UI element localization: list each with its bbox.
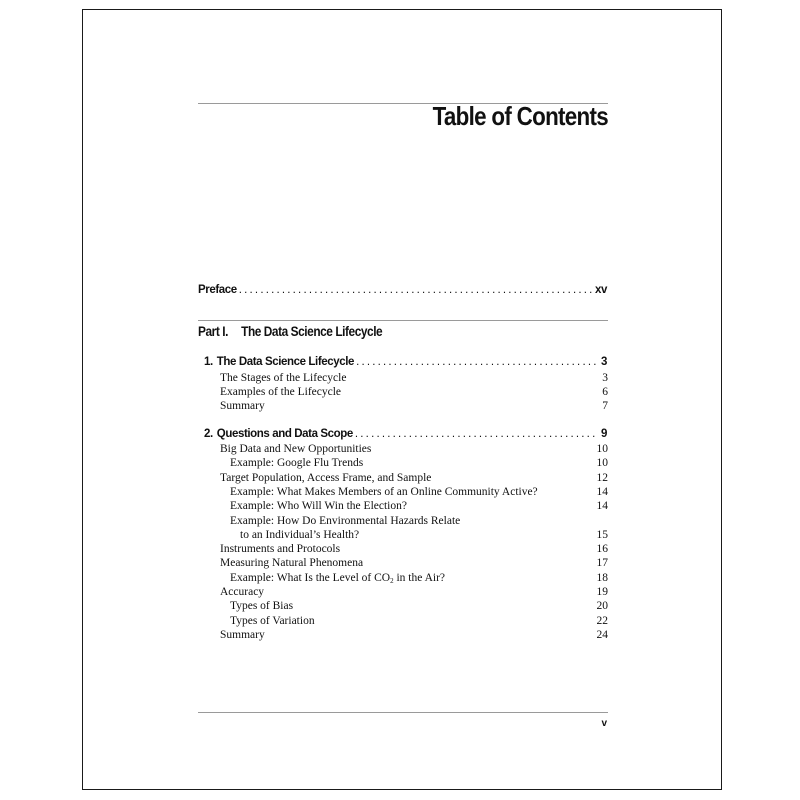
toc-entry-page: 24 bbox=[596, 629, 608, 641]
toc-entry[interactable]: Example: Who Will Win the Election? bbox=[230, 500, 407, 512]
subscript: 2 bbox=[390, 577, 394, 585]
preface-page: xv bbox=[595, 284, 607, 296]
toc-entry[interactable]: Types of Bias bbox=[230, 600, 294, 612]
dot-leader bbox=[239, 284, 592, 296]
toc-entry[interactable]: The Stages of the Lifecycle bbox=[220, 372, 347, 384]
toc-entry[interactable]: Summary bbox=[220, 629, 265, 641]
toc-entry[interactable]: Example: Google Flu Trends bbox=[230, 457, 364, 469]
preface-label: Preface bbox=[198, 284, 237, 296]
toc-entry-page: 10 bbox=[596, 443, 608, 455]
chapter-title: The Data Science Lifecycle bbox=[216, 356, 355, 368]
toc-entry-page: 16 bbox=[596, 543, 608, 555]
entry-text: Example: What Is the Level of CO bbox=[230, 572, 391, 584]
dot-leader bbox=[356, 356, 598, 368]
toc-entry-page: 14 bbox=[596, 500, 608, 512]
entry-text: in the Air? bbox=[393, 572, 446, 584]
toc-entry-page: 22 bbox=[596, 615, 608, 627]
toc-entry[interactable]: Target Population, Access Frame, and Sample bbox=[220, 472, 432, 484]
toc-entry[interactable]: Summary bbox=[220, 400, 265, 412]
part-title: The Data Science Lifecycle bbox=[241, 324, 383, 339]
toc-entry[interactable]: Instruments and Protocols bbox=[220, 543, 341, 555]
toc-entry-page: 15 bbox=[596, 529, 608, 541]
toc-entry-page: 19 bbox=[596, 586, 608, 598]
chapter-page: 3 bbox=[601, 356, 607, 368]
toc-entry-page: 17 bbox=[596, 557, 608, 569]
chapter-number: 2. bbox=[204, 428, 213, 440]
toc-entry[interactable]: Example: How Do Environmental Hazards Relate bbox=[230, 515, 461, 527]
page-number: v bbox=[601, 718, 607, 729]
toc-entry[interactable] bbox=[230, 572, 445, 585]
dot-leader bbox=[355, 428, 598, 440]
toc-preface[interactable] bbox=[198, 284, 607, 296]
toc-entry-page: 12 bbox=[596, 472, 608, 484]
toc-entry-page: 14 bbox=[596, 486, 608, 498]
book-page bbox=[82, 9, 722, 790]
toc-entry-page: 18 bbox=[596, 572, 608, 584]
toc-chapter-1[interactable] bbox=[204, 356, 607, 368]
toc-entry[interactable]: Example: What Makes Members of an Online Community Active? bbox=[230, 486, 538, 498]
part-heading[interactable] bbox=[198, 324, 382, 339]
part-label: Part I. bbox=[198, 324, 228, 339]
toc-entry-page: 20 bbox=[596, 600, 608, 612]
chapter-page: 9 bbox=[601, 428, 607, 440]
toc-entry-page: 7 bbox=[602, 400, 608, 412]
toc-entry[interactable]: Accuracy bbox=[220, 586, 265, 598]
chapter-title: Questions and Data Scope bbox=[216, 428, 353, 440]
page-title: Table of Contents bbox=[432, 101, 608, 131]
toc-entry-page: 3 bbox=[602, 372, 608, 384]
part-rule bbox=[198, 320, 608, 321]
toc-entry[interactable]: Types of Variation bbox=[230, 615, 315, 627]
toc-entry-page: 6 bbox=[602, 386, 608, 398]
toc-entry[interactable]: Big Data and New Opportunities bbox=[220, 443, 372, 455]
toc-entry-continued[interactable]: to an Individual’s Health? bbox=[240, 529, 360, 541]
toc-entry[interactable]: Measuring Natural Phenomena bbox=[220, 557, 364, 569]
toc-entry-page: 10 bbox=[596, 457, 608, 469]
footer-rule bbox=[198, 712, 608, 713]
toc-chapter-2[interactable] bbox=[204, 428, 607, 440]
chapter-number: 1. bbox=[204, 356, 213, 368]
toc-entry[interactable]: Examples of the Lifecycle bbox=[220, 386, 342, 398]
